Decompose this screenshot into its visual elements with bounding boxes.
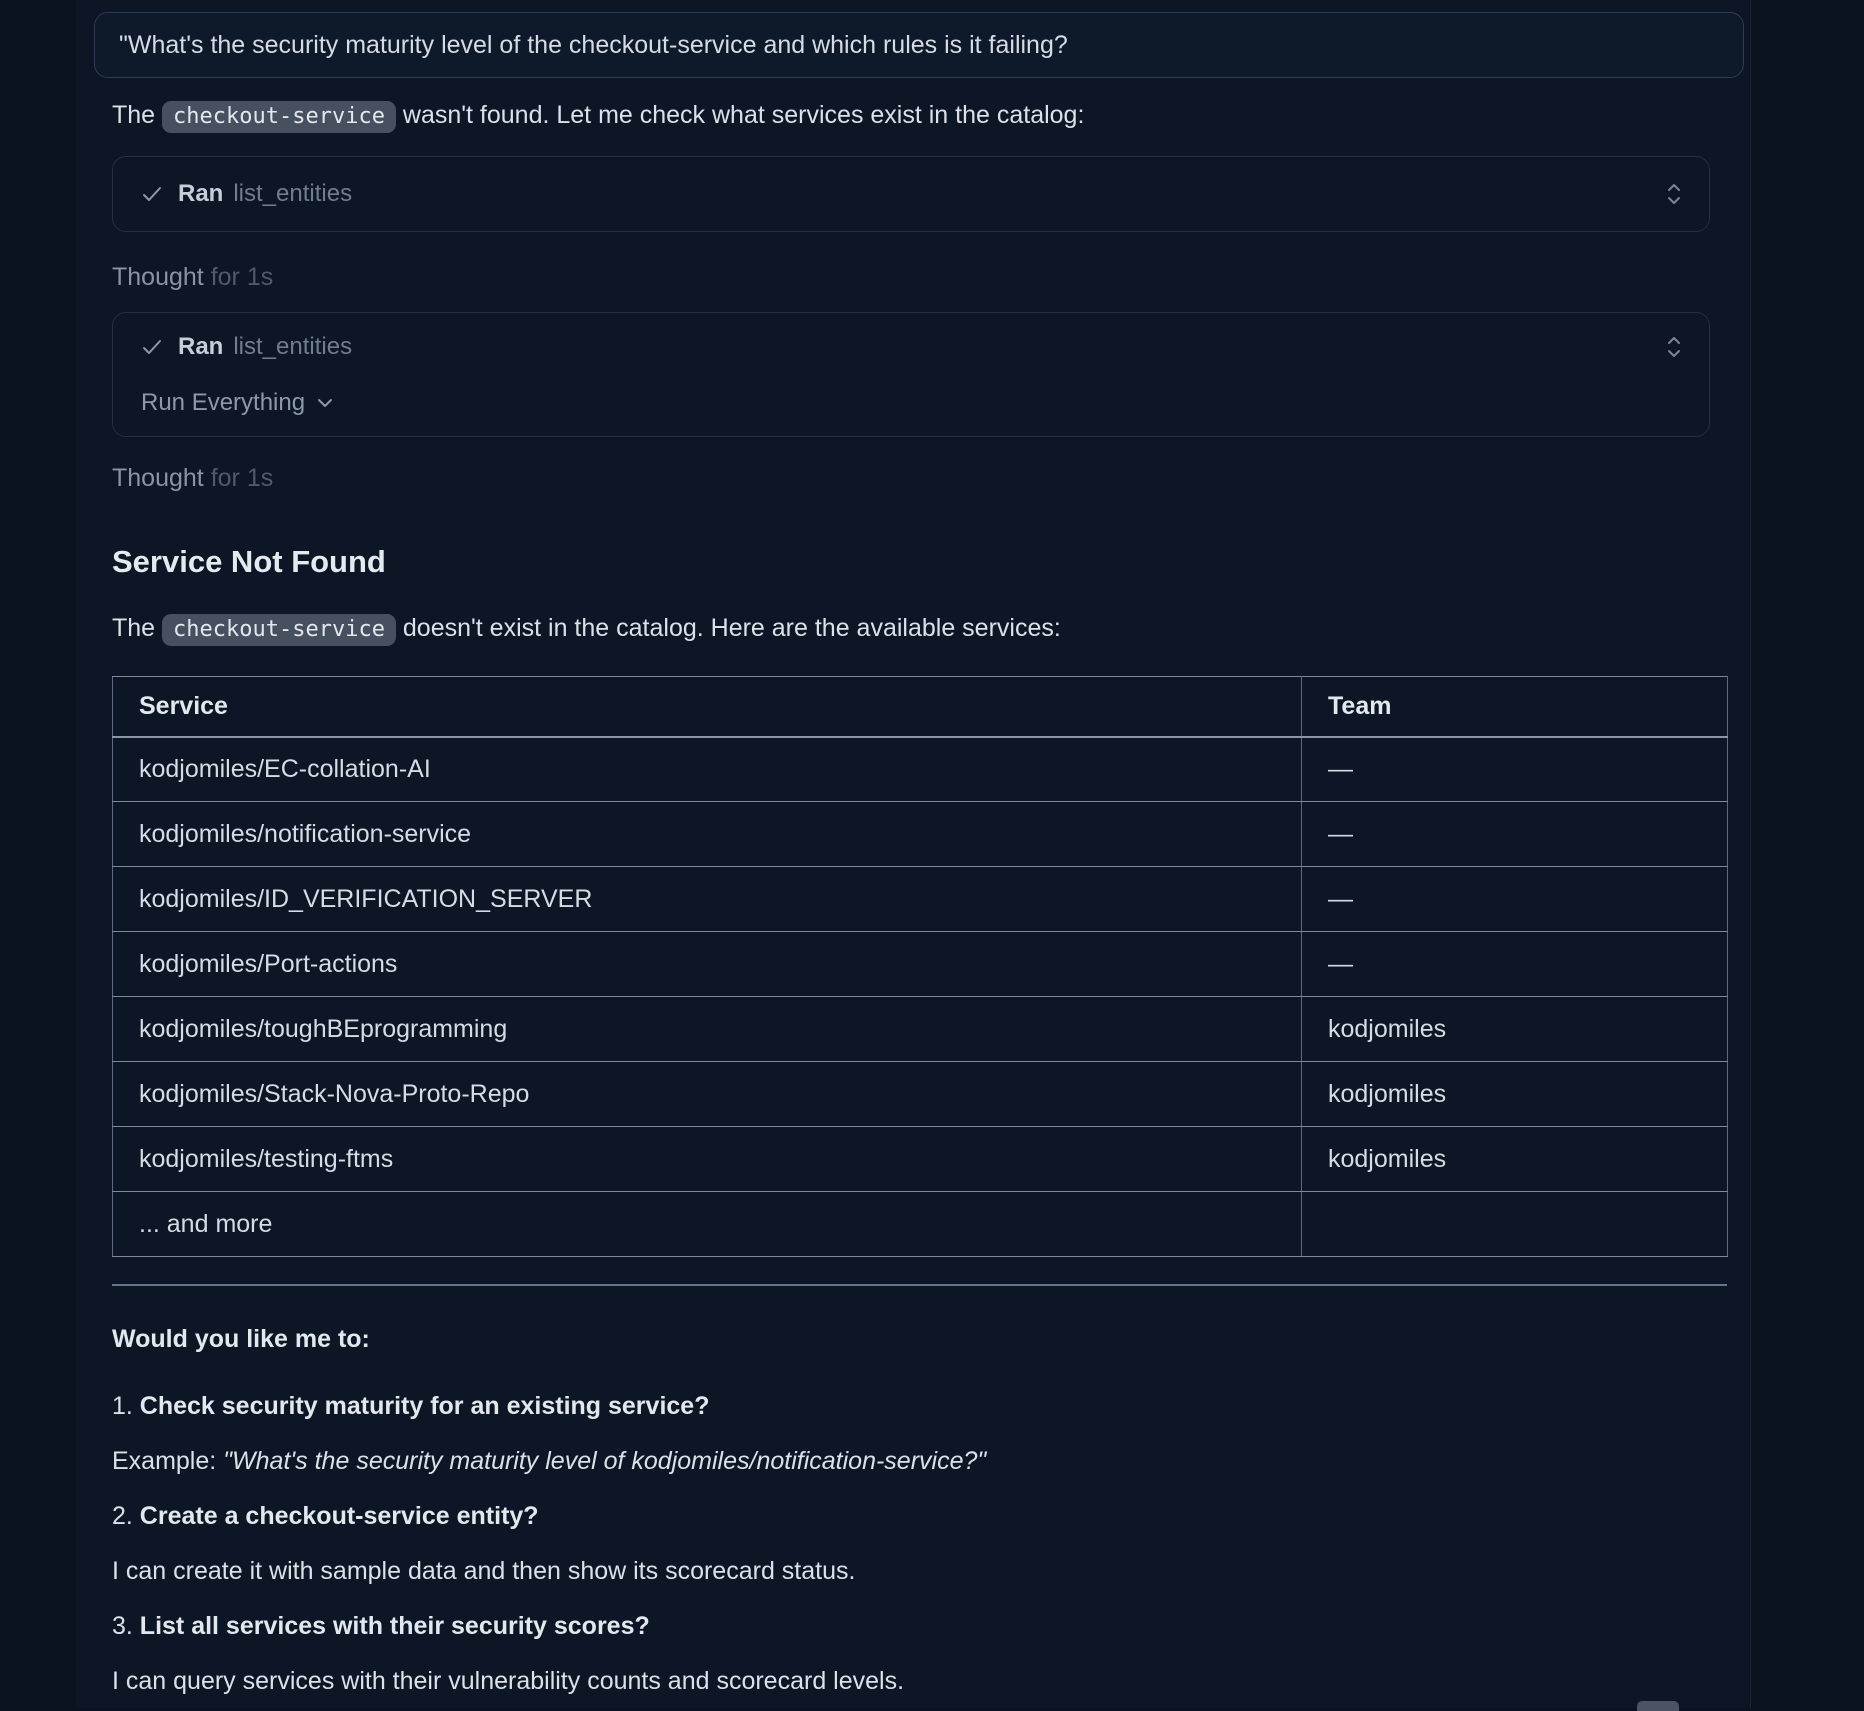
run-everything-dropdown[interactable] bbox=[141, 389, 333, 417]
service-cell: ... and more bbox=[113, 1192, 1302, 1257]
user-query-box[interactable] bbox=[94, 12, 1744, 78]
suggestions-title: Would you like me to: bbox=[112, 1325, 370, 1353]
content-right-separator bbox=[1750, 0, 1751, 1708]
check-icon bbox=[141, 336, 163, 358]
service-cell: kodjomiles/Port-actions bbox=[113, 932, 1302, 997]
expand-collapse-icon[interactable] bbox=[1665, 181, 1683, 207]
service-cell: kodjomiles/ID_VERIFICATION_SERVER bbox=[113, 867, 1302, 932]
example-quote: "What's the security maturity level of kodjomiles/notification-service?" bbox=[223, 1447, 987, 1475]
suggestion-item-1 bbox=[112, 1389, 1714, 1423]
team-cell: — bbox=[1302, 737, 1728, 802]
code-chip-checkout-service: checkout-service bbox=[162, 101, 396, 133]
service-column-header: Service bbox=[113, 677, 1302, 737]
service-cell: kodjomiles/toughBEprogramming bbox=[113, 997, 1302, 1062]
thought-line-2 bbox=[112, 461, 1714, 495]
code-chip-checkout-service: checkout-service bbox=[162, 614, 396, 646]
service-cell: kodjomiles/testing-ftms bbox=[113, 1127, 1302, 1192]
table-row bbox=[113, 737, 1728, 802]
intro-pre: The bbox=[112, 101, 163, 129]
team-cell: — bbox=[1302, 867, 1728, 932]
chat-content-panel bbox=[76, 0, 1750, 1708]
service-cell: kodjomiles/Stack-Nova-Proto-Repo bbox=[113, 1062, 1302, 1127]
user-query-text: "What's the security maturity level of the checkout-service and which rules is it failing? bbox=[119, 30, 1068, 59]
team-cell: kodjomiles bbox=[1302, 1127, 1728, 1192]
thought-duration: for 1s bbox=[210, 263, 274, 291]
thought-word: Thought bbox=[112, 263, 204, 291]
item-label: Check security maturity for an existing service? bbox=[139, 1392, 710, 1420]
table-row bbox=[113, 802, 1728, 867]
thought-line-1 bbox=[112, 260, 1714, 294]
tool-status-label: Ran bbox=[178, 333, 224, 360]
not-found-pre: The bbox=[112, 614, 163, 642]
not-found-post: doesn't exist in the catalog. Here are the available services: bbox=[395, 614, 1061, 642]
expand-collapse-icon[interactable] bbox=[1665, 334, 1683, 360]
thought-word: Thought bbox=[112, 464, 204, 492]
item-number: 1. bbox=[112, 1392, 140, 1420]
run-everything-label: Run Everything bbox=[141, 389, 306, 416]
suggestion-item-3 bbox=[112, 1609, 1714, 1643]
tool-call-card-2[interactable] bbox=[112, 312, 1710, 437]
service-cell: kodjomiles/notification-service bbox=[113, 802, 1302, 867]
item-number: 2. bbox=[112, 1502, 140, 1530]
service-cell: kodjomiles/EC-collation-AI bbox=[113, 737, 1302, 802]
team-cell: kodjomiles bbox=[1302, 997, 1728, 1062]
item-label: Create a checkout-service entity? bbox=[139, 1502, 539, 1530]
intro-post: wasn't found. Let me check what services exist in the catalog: bbox=[395, 101, 1085, 129]
chevron-down-icon bbox=[317, 398, 333, 408]
team-column-header: Team bbox=[1302, 677, 1728, 737]
table-row bbox=[113, 1127, 1728, 1192]
suggestion-item-2-desc: I can create it with sample data and then show its scorecard status. bbox=[112, 1557, 856, 1585]
intro-paragraph bbox=[112, 98, 1714, 134]
section-divider bbox=[112, 1284, 1727, 1286]
tool-call-row bbox=[141, 327, 1683, 367]
team-cell bbox=[1302, 1192, 1728, 1257]
table-row bbox=[113, 1192, 1728, 1257]
item-number: 3. bbox=[112, 1612, 140, 1640]
team-cell: kodjomiles bbox=[1302, 1062, 1728, 1127]
team-cell: — bbox=[1302, 802, 1728, 867]
not-found-paragraph bbox=[112, 611, 1714, 647]
check-icon bbox=[141, 183, 163, 205]
tool-status-label: Ran bbox=[178, 180, 224, 207]
table-row bbox=[113, 867, 1728, 932]
team-cell: — bbox=[1302, 932, 1728, 997]
table-row bbox=[113, 997, 1728, 1062]
suggestion-example bbox=[112, 1444, 1714, 1478]
services-table bbox=[112, 676, 1728, 1257]
suggestion-item-2 bbox=[112, 1499, 1714, 1533]
scroll-to-bottom-button-partial[interactable] bbox=[1637, 1701, 1679, 1711]
item-label: List all services with their security scores? bbox=[139, 1612, 650, 1640]
suggestion-item-3-desc: I can query services with their vulnerability counts and scorecard levels. bbox=[112, 1667, 905, 1695]
table-row bbox=[113, 1062, 1728, 1127]
tool-name: list_entities bbox=[233, 180, 353, 207]
service-not-found-heading: Service Not Found bbox=[112, 544, 386, 579]
table-row bbox=[113, 932, 1728, 997]
example-label: Example: bbox=[112, 1447, 224, 1475]
table-header-row bbox=[113, 677, 1728, 737]
run-everything-row bbox=[141, 383, 1683, 423]
tool-name: list_entities bbox=[233, 333, 353, 360]
tool-call-card-1[interactable] bbox=[112, 156, 1710, 232]
thought-duration: for 1s bbox=[210, 464, 274, 492]
